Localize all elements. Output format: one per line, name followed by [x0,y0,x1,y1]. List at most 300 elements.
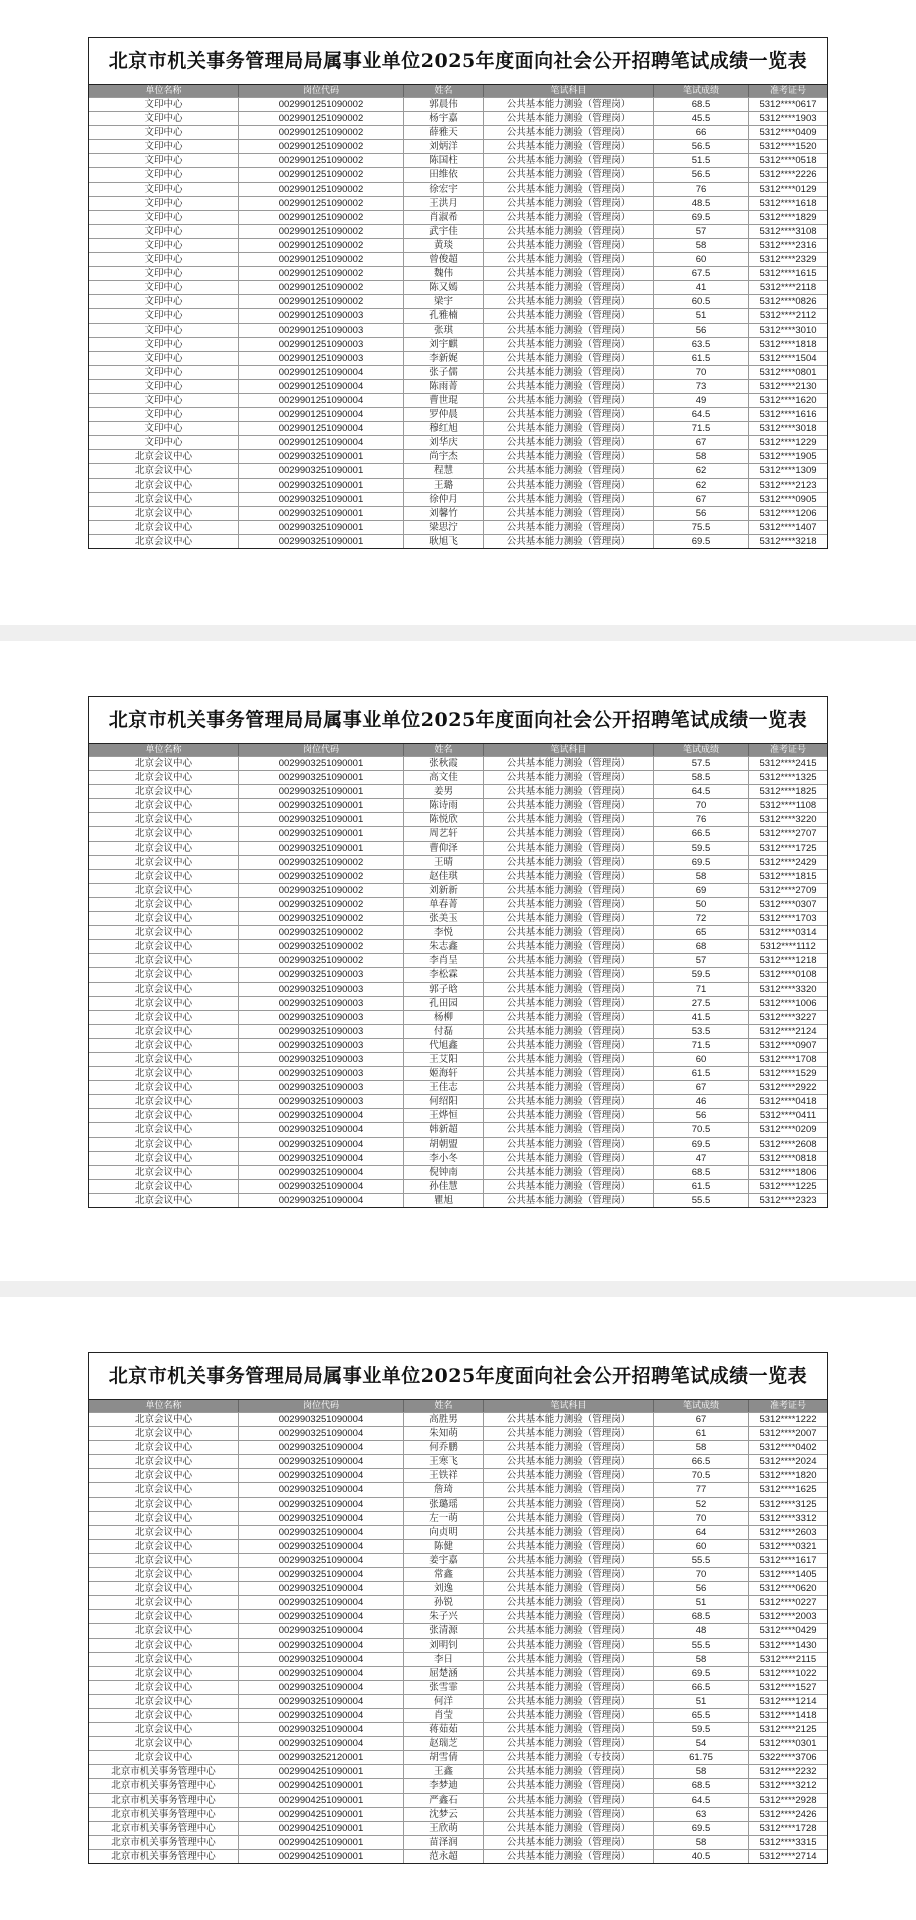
cell-unit: 北京会议中心 [89,450,239,463]
cell-name: 徐仲月 [404,493,484,506]
cell-score: 62 [654,464,749,477]
cell-unit: 北京会议中心 [89,813,239,826]
cell-name: 徐宏宇 [404,183,484,196]
cell-post-code: 0029903252120001 [239,1751,404,1764]
cell-ticket: 5322****3706 [759,1752,817,1764]
cell-score: 70 [654,366,749,379]
cell-score: 41 [654,281,749,294]
cell-score: 60 [654,1540,749,1553]
cell-name: 薛雅天 [404,126,484,139]
table-row [89,1122,827,1136]
cell-post-code: 0029903251090004 [239,1138,404,1151]
cell-score: 61.5 [654,352,749,365]
cell-post-code: 0029901251090003 [239,352,404,365]
cell-ticket: 5312****3212 [759,1780,817,1792]
cell-score: 54 [654,1737,749,1750]
table-row [89,125,827,139]
table-row [89,1567,827,1581]
cell-ticket: 5312****1615 [759,268,817,280]
cell-score: 70.5 [654,1123,749,1136]
cell-name: 李梦迪 [404,1779,484,1792]
cell-subject: 公共基本能力测验（管理岗） [484,1765,654,1778]
cell-unit: 北京会议中心 [89,870,239,883]
cell-name: 陈悦欣 [404,813,484,826]
cell-unit: 文印中心 [89,281,239,294]
cell-ticket: 5312****1325 [759,772,817,784]
cell-post-code: 0029904251090001 [239,1850,404,1863]
cell-post-code: 0029903251090004 [239,1639,404,1652]
cell-score: 68.5 [654,1779,749,1792]
cell-subject: 公共基本能力测验（管理岗） [484,983,654,996]
cell-name: 高文佳 [404,771,484,784]
cell-unit: 北京会议中心 [89,912,239,925]
cell-unit: 北京会议中心 [89,1039,239,1052]
cell-unit: 北京会议中心 [89,1067,239,1080]
cell-subject: 公共基本能力测验（管理岗） [484,154,654,167]
cell-score: 60.5 [654,295,749,308]
cell-name: 高胜男 [404,1413,484,1426]
cell-post-code: 0029901251090002 [239,183,404,196]
cell-unit: 北京会议中心 [89,1695,239,1708]
score-table-3 [88,1352,828,1864]
cell-subject: 公共基本能力测验（管理岗） [484,1568,654,1581]
table-row [89,1609,827,1623]
table-row [89,506,827,520]
cell-name: 姜男 [404,785,484,798]
cell-unit: 北京会议中心 [89,1469,239,1482]
cell-unit: 北京会议中心 [89,479,239,492]
cell-score: 58 [654,870,749,883]
cell-subject: 公共基本能力测验（管理岗） [484,1723,654,1736]
table-row [89,435,827,449]
cell-name: 王佳志 [404,1081,484,1094]
cell-unit: 北京会议中心 [89,1709,239,1722]
cell-unit: 北京会议中心 [89,954,239,967]
cell-unit: 文印中心 [89,197,239,210]
cell-name: 詹琦 [404,1483,484,1496]
table-row [89,252,827,266]
cell-unit: 文印中心 [89,309,239,322]
cell-ticket: 5312****1825 [759,786,817,798]
cell-score: 68.5 [654,1166,749,1179]
cell-unit: 北京会议中心 [89,1194,239,1207]
cell-subject: 公共基本能力测验（管理岗） [484,1039,654,1052]
cell-ticket: 5312****1527 [759,1681,817,1693]
cell-subject: 公共基本能力测验（管理岗） [484,1779,654,1792]
cell-name: 何绍阳 [404,1095,484,1108]
cell-unit: 北京会议中心 [89,1109,239,1122]
cell-post-code: 0029903251090003 [239,1081,404,1094]
cell-unit: 北京会议中心 [89,1483,239,1496]
cell-subject: 公共基本能力测验（管理岗） [484,1667,654,1680]
cell-post-code: 0029903251090004 [239,1667,404,1680]
cell-unit: 北京会议中心 [89,1180,239,1193]
cell-unit: 北京会议中心 [89,1653,239,1666]
cell-unit: 北京会议中心 [89,856,239,869]
cell-subject: 公共基本能力测验（管理岗） [484,380,654,393]
cell-ticket: 5312****1022 [759,1667,817,1679]
cell-post-code: 0029904251090001 [239,1794,404,1807]
cell-score: 46 [654,1095,749,1108]
cell-subject: 公共基本能力测验（管理岗） [484,757,654,770]
cell-name: 蒋茹茹 [404,1723,484,1736]
cell-subject: 公共基本能力测验（管理岗） [484,535,654,548]
table-row [89,925,827,939]
cell-ticket: 5312****2123 [759,479,817,491]
cell-unit: 文印中心 [89,168,239,181]
cell-post-code: 0029901251090002 [239,112,404,125]
table-row [89,1764,827,1778]
cell-post-code: 0029901251090003 [239,324,404,337]
cell-post-code: 0029901251090002 [239,239,404,252]
table-row [89,897,827,911]
cell-subject: 公共基本能力测验（管理岗） [484,324,654,337]
cell-subject: 公共基本能力测验（管理岗） [484,479,654,492]
cell-subject: 公共基本能力测验（管理岗） [484,493,654,506]
cell-name: 李肖呈 [404,954,484,967]
cell-ticket: 5312****0818 [759,1152,817,1164]
cell-name: 张璐瑶 [404,1498,484,1511]
cell-post-code: 0029903251090001 [239,771,404,784]
cell-name: 张秋霞 [404,757,484,770]
cell-subject: 公共基本能力测验（管理岗） [484,112,654,125]
cell-subject: 公共基本能力测验（管理岗） [484,1166,654,1179]
cell-score: 56.5 [654,140,749,153]
cell-score: 45.5 [654,112,749,125]
cell-ticket: 5312****1214 [759,1695,817,1707]
cell-score: 69.5 [654,211,749,224]
cell-subject: 公共基本能力测验（管理岗） [484,856,654,869]
cell-subject: 公共基本能力测验（管理岗） [484,954,654,967]
cell-ticket: 5312****0321 [759,1540,817,1552]
table-row [89,953,827,967]
cell-post-code: 0029903251090004 [239,1540,404,1553]
cell-name: 杨宇嘉 [404,112,484,125]
cell-name: 周艺轩 [404,827,484,840]
table-row [89,869,827,883]
cell-name: 张子儒 [404,366,484,379]
cell-unit: 北京会议中心 [89,1413,239,1426]
cell-unit: 北京市机关事务管理中心 [89,1822,239,1835]
cell-name: 单春菁 [404,898,484,911]
cell-unit: 北京会议中心 [89,983,239,996]
table-row [89,1835,827,1849]
cell-ticket: 5312****2316 [759,239,817,251]
table-row [89,421,827,435]
table-row [89,1454,827,1468]
table-row [89,939,827,953]
table-row [89,1482,827,1496]
cell-score: 58 [654,239,749,252]
cell-subject: 公共基本能力测验（管理岗） [484,1109,654,1122]
cell-unit: 北京会议中心 [89,968,239,981]
cell-score: 67 [654,1081,749,1094]
cell-score: 59.5 [654,842,749,855]
cell-post-code: 0029903251090001 [239,493,404,506]
cell-ticket: 5312****2415 [759,758,817,769]
table-row [89,798,827,812]
cell-name: 王艾阳 [404,1053,484,1066]
cell-name: 何乔鹏 [404,1441,484,1454]
cell-score: 68.5 [654,98,749,111]
table-row [89,111,827,125]
cell-post-code: 0029901251090002 [239,126,404,139]
cell-name: 何洋 [404,1695,484,1708]
cell-ticket: 5312****1529 [759,1068,817,1080]
header-post-code: 岗位代码 [239,85,404,97]
table-row [89,1525,827,1539]
cell-ticket: 5312****1405 [759,1569,817,1581]
cell-subject: 公共基本能力测验（管理岗） [484,183,654,196]
table-row [89,1736,827,1750]
cell-post-code: 0029903251090004 [239,1483,404,1496]
header-subject: 笔试科目 [484,1400,654,1412]
cell-score: 66.5 [654,827,749,840]
cell-post-code: 0029903251090004 [239,1526,404,1539]
cell-post-code: 0029903251090004 [239,1455,404,1468]
cell-subject: 公共基本能力测验（管理岗） [484,98,654,111]
cell-post-code: 0029901251090002 [239,140,404,153]
table-row [89,1553,827,1567]
cell-ticket: 5312****1430 [759,1639,817,1651]
header-subject: 笔试科目 [484,744,654,756]
cell-unit: 北京会议中心 [89,785,239,798]
table-row [89,1623,827,1637]
table-row [89,1708,827,1722]
cell-score: 64.5 [654,408,749,421]
table-row [89,463,827,477]
cell-name: 李新娓 [404,352,484,365]
cell-unit: 北京会议中心 [89,898,239,911]
cell-subject: 公共基本能力测验（管理岗） [484,1681,654,1694]
cell-ticket: 5312****2329 [759,254,817,266]
cell-score: 48.5 [654,197,749,210]
cell-score: 67 [654,436,749,449]
cell-unit: 北京会议中心 [89,926,239,939]
cell-score: 51 [654,1596,749,1609]
cell-post-code: 0029903251090001 [239,464,404,477]
cell-ticket: 5312****1218 [759,955,817,967]
cell-subject: 公共基本能力测验（管理岗） [484,912,654,925]
cell-score: 73 [654,380,749,393]
cell-subject: 公共基本能力测验（管理岗） [484,1152,654,1165]
cell-score: 58.5 [654,771,749,784]
cell-post-code: 0029903251090003 [239,1053,404,1066]
cell-ticket: 5312****0418 [759,1096,817,1108]
cell-name: 肖淑希 [404,211,484,224]
cell-ticket: 5312****2125 [759,1724,817,1736]
cell-name: 田维依 [404,168,484,181]
cell-ticket: 5312****0108 [759,969,817,981]
cell-ticket: 5312****3220 [759,814,817,826]
cell-score: 58 [654,450,749,463]
cell-post-code: 0029901251090002 [239,267,404,280]
cell-unit: 文印中心 [89,154,239,167]
cell-ticket: 5312****2714 [759,1850,817,1862]
cell-unit: 北京会议中心 [89,1526,239,1539]
cell-ticket: 5312****1504 [759,352,817,364]
cell-unit: 北京会议中心 [89,757,239,770]
cell-post-code: 0029904251090001 [239,1765,404,1778]
cell-post-code: 0029903251090004 [239,1681,404,1694]
table-row [89,337,827,351]
cell-name: 李悦 [404,926,484,939]
cell-post-code: 0029903251090002 [239,856,404,869]
cell-score: 51 [654,1695,749,1708]
cell-ticket: 5312****0307 [759,898,817,910]
table-row [89,1539,827,1553]
cell-name: 王璐 [404,479,484,492]
cell-post-code: 0029903251090004 [239,1512,404,1525]
cell-score: 61.5 [654,1180,749,1193]
cell-score: 69 [654,884,749,897]
cell-unit: 北京会议中心 [89,1624,239,1637]
cell-unit: 北京会议中心 [89,1427,239,1440]
table-row [89,770,827,784]
cell-unit: 北京会议中心 [89,1568,239,1581]
cell-score: 70 [654,799,749,812]
cell-score: 69.5 [654,1138,749,1151]
table-row [89,1595,827,1609]
cell-post-code: 0029903251090001 [239,785,404,798]
cell-score: 56 [654,1582,749,1595]
cell-subject: 公共基本能力测验（管理岗） [484,870,654,883]
cell-score: 66 [654,126,749,139]
cell-post-code: 0029903251090001 [239,450,404,463]
table-row [89,1807,827,1821]
cell-subject: 公共基本能力测验（管理岗） [484,1624,654,1637]
cell-ticket: 5312****0429 [759,1625,817,1637]
cell-subject: 公共基本能力测验（管理岗） [484,997,654,1010]
cell-post-code: 0029903251090002 [239,884,404,897]
cell-post-code: 0029903251090004 [239,1441,404,1454]
cell-name: 陈诗雨 [404,799,484,812]
header-post-code: 岗位代码 [239,744,404,756]
cell-score: 61.5 [654,1067,749,1080]
cell-score: 72 [654,912,749,925]
cell-post-code: 0029903251090002 [239,954,404,967]
cell-unit: 文印中心 [89,436,239,449]
cell-score: 64.5 [654,785,749,798]
cell-ticket: 5312****0620 [759,1583,817,1595]
cell-unit: 文印中心 [89,366,239,379]
cell-unit: 北京会议中心 [89,799,239,812]
cell-ticket: 5312****1309 [759,465,817,477]
cell-name: 胡雪倩 [404,1751,484,1764]
cell-unit: 北京会议中心 [89,827,239,840]
cell-unit: 文印中心 [89,408,239,421]
cell-score: 56.5 [654,168,749,181]
cell-post-code: 0029903251090002 [239,870,404,883]
cell-ticket: 5312****1112 [760,941,816,953]
cell-subject: 公共基本能力测验（管理岗） [484,785,654,798]
table-row [89,520,827,534]
table-row [89,996,827,1010]
cell-name: 付磊 [404,1025,484,1038]
cell-post-code: 0029901251090004 [239,422,404,435]
cell-ticket: 5312****3320 [759,983,817,995]
cell-post-code: 0029904251090001 [239,1779,404,1792]
cell-unit: 北京市机关事务管理中心 [89,1808,239,1821]
table-header [89,1400,827,1412]
cell-score: 51 [654,309,749,322]
cell-post-code: 0029903251090001 [239,521,404,534]
cell-name: 穆红旭 [404,422,484,435]
cell-subject: 公共基本能力测验（管理岗） [484,1441,654,1454]
cell-unit: 文印中心 [89,352,239,365]
cell-score: 68.5 [654,1610,749,1623]
cell-name: 韩新超 [404,1123,484,1136]
cell-unit: 文印中心 [89,338,239,351]
cell-name: 左一萌 [404,1512,484,1525]
cell-post-code: 0029903251090003 [239,997,404,1010]
cell-subject: 公共基本能力测验（管理岗） [484,1808,654,1821]
cell-subject: 公共基本能力测验（管理岗） [484,521,654,534]
cell-subject: 公共基本能力测验（管理岗） [484,1081,654,1094]
table-title: 北京市机关事务管理局局属事业单位2025年度面向社会公开招聘笔试成绩一览表 [89,697,827,744]
cell-unit: 北京会议中心 [89,1639,239,1652]
cell-name: 张清源 [404,1624,484,1637]
header-score: 笔试成绩 [654,744,749,756]
cell-ticket: 5312****2426 [759,1808,817,1820]
cell-score: 40.5 [654,1850,749,1863]
table-title: 北京市机关事务管理局局属事业单位2025年度面向社会公开招聘笔试成绩一览表 [89,38,827,85]
cell-unit: 北京会议中心 [89,842,239,855]
cell-unit: 北京会议中心 [89,507,239,520]
cell-name: 梁思泞 [404,521,484,534]
cell-unit: 北京会议中心 [89,1751,239,1764]
cell-post-code: 0029904251090001 [239,1822,404,1835]
cell-score: 55.5 [654,1194,749,1207]
cell-score: 62 [654,479,749,492]
cell-unit: 北京会议中心 [89,1095,239,1108]
cell-unit: 文印中心 [89,183,239,196]
cell-ticket: 5312****1820 [759,1470,817,1482]
cell-post-code: 0029903251090001 [239,827,404,840]
cell-post-code: 0029901251090004 [239,436,404,449]
cell-subject: 公共基本能力测验（管理岗） [484,239,654,252]
cell-ticket: 5312****1206 [759,507,817,519]
table-row [89,855,827,869]
cell-ticket: 5312****3227 [759,1011,817,1023]
cell-subject: 公共基本能力测验（管理岗） [484,1794,654,1807]
cell-post-code: 0029901251090002 [239,154,404,167]
cell-post-code: 0029901251090002 [239,197,404,210]
cell-score: 70 [654,1512,749,1525]
cell-name: 张琪 [404,324,484,337]
table-row [89,1778,827,1792]
cell-subject: 公共基本能力测验（管理岗） [484,1709,654,1722]
cell-subject: 公共基本能力测验（管理岗） [484,1011,654,1024]
table-row [89,1412,827,1426]
cell-unit: 文印中心 [89,267,239,280]
cell-score: 76 [654,813,749,826]
cell-post-code: 0029903251090004 [239,1624,404,1637]
cell-name: 刘明钊 [404,1639,484,1652]
cell-score: 47 [654,1152,749,1165]
cell-subject: 公共基本能力测验（管理岗） [484,338,654,351]
cell-post-code: 0029901251090002 [239,295,404,308]
table-row [89,1680,827,1694]
cell-name: 范永超 [404,1850,484,1863]
table-row [89,1151,827,1165]
cell-post-code: 0029901251090003 [239,309,404,322]
cell-unit: 北京会议中心 [89,884,239,897]
cell-score: 57 [654,954,749,967]
cell-name: 陈国柱 [404,154,484,167]
cell-score: 76 [654,183,749,196]
cell-ticket: 5312****1728 [759,1822,817,1834]
